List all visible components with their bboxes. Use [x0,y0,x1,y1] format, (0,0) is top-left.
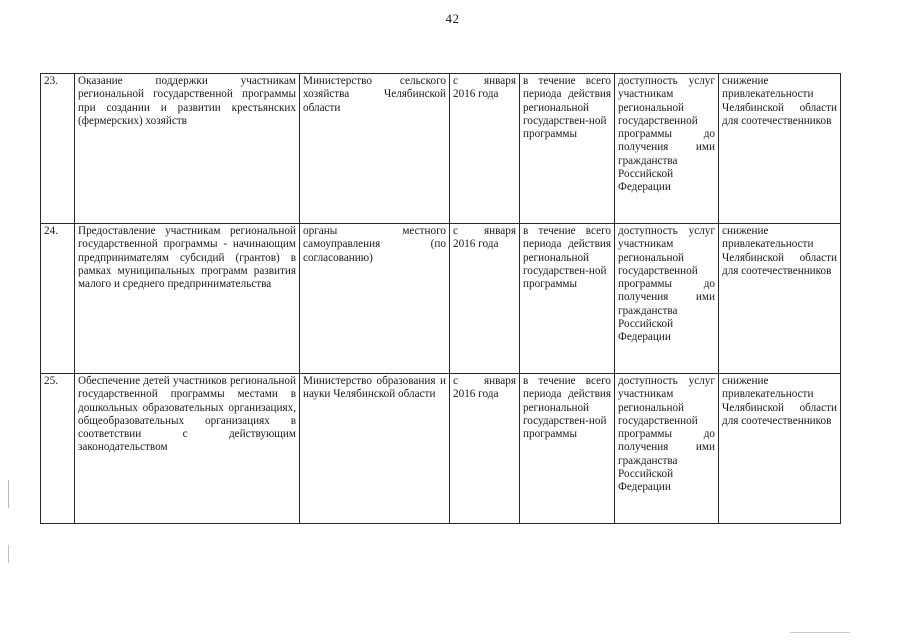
executor-cell: органы местного самоуправления (по согласованию) [300,224,450,374]
scan-artifact [790,632,850,633]
page-number: 42 [445,11,460,26]
start-date-cell: с января 2016 года [450,224,520,374]
executor-cell: Министерство образования и науки Челябинской области [300,374,450,524]
indicator-cell: доступность услуг участникам региональной государственной программы до получения ими гражданства Российской Федерации [615,224,719,374]
period-cell: в течение всего периода действия региональной государствен-ной программы [520,374,615,524]
indicator-cell: доступность услуг участникам региональной государственной программы до получения ими гражданства Российской Федерации [615,74,719,224]
measure-cell: Оказание поддержки участникам региональной государственной программы при создании и развитии крестьянских (фермерских) хозяйств [75,74,300,224]
risk-cell: снижение привлекательности Челябинской области для соотечественников [719,374,841,524]
period-cell: в течение всего периода действия региональной государствен-ной программы [520,74,615,224]
table-row [41,224,841,374]
row-number: 25. [41,374,75,524]
scan-artifact [8,545,9,563]
row-number: 23. [41,74,75,224]
measure-cell: Обеспечение детей участников региональной государственной программы местами в дошкольных образовательных организациях, общеобразовательных организациях в соответствии с действующим законодательством [75,374,300,524]
indicator-cell: доступность услуг участникам региональной государственной программы до получения ими гражданства Российской Федерации [615,374,719,524]
start-date-cell: с января 2016 года [450,74,520,224]
start-date-cell: с января 2016 года [450,374,520,524]
scan-artifact [8,480,9,508]
risk-cell: снижение привлекательности Челябинской области для соотечественников [719,74,841,224]
measure-cell: Предоставление участникам региональной государственной программы - начинающим предпринимателям субсидий (грантов) в рамках муниципальных программ развития малого и среднего предпринимательства [75,224,300,374]
measures-table [40,73,841,524]
table-row [41,74,841,224]
row-number: 24. [41,224,75,374]
risk-cell: снижение привлекательности Челябинской области для соотечественников [719,224,841,374]
table-row [41,374,841,524]
executor-cell: Министерство сельского хозяйства Челябинской области [300,74,450,224]
period-cell: в течение всего периода действия региональной государствен-ной программы [520,224,615,374]
